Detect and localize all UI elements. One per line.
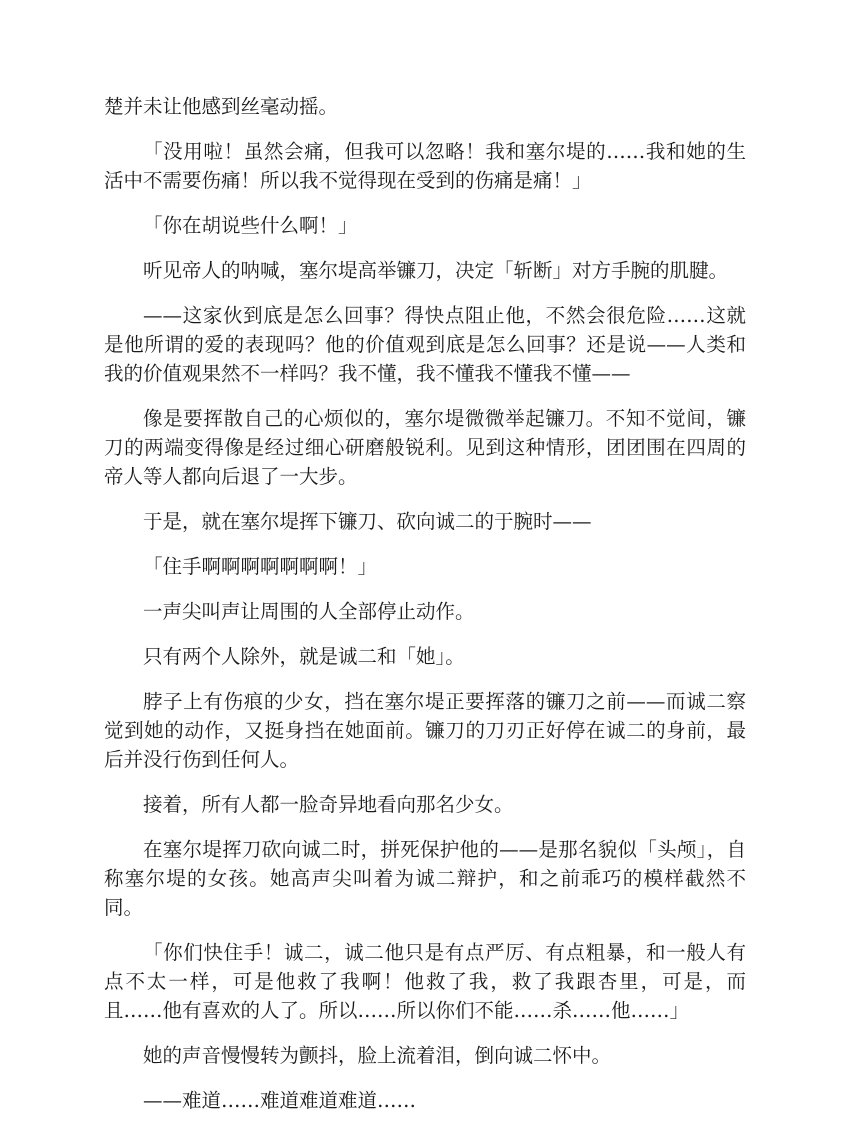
paragraph: 只有两个人除外，就是诚二和「她」。 [143,645,465,668]
paragraph: 她的声音慢慢转为颤抖，脸上流着泪，倒向诚二怀中。 [143,1044,612,1067]
paragraph: ——这家伙到底是怎么回事？得快点阻止他，不然会很危险……这就是他所谓的爱的表现吗？他的价值观到底是怎么回事？还是说——人类和我的价值观果然不一样吗？我不懂，我不懂我不懂我不懂—— [104,304,746,385]
paragraph: 于是，就在塞尔堤挥下镰刀、砍向诚二的于腕时—— [143,510,592,533]
paragraph: 在塞尔堤挥刀砍向诚二时，拼死保护他的——是那名貌似「头颅」，自称塞尔堤的女孩。她高声尖叫着为诚二辩护，和之前乖巧的模样截然不同。 [104,838,746,919]
paragraph: 脖子上有伤痕的少女，挡在塞尔堤正要挥落的镰刀之前——而诚二察觉到她的动作，又挺身挡在她面前。镰刀的刀刃正好停在诚二的身前，最后并没行伤到任何人。 [104,690,746,771]
document-page [104,92,746,1131]
paragraph: 像是要挥散自己的心烦似的，塞尔堤微微举起镰刀。不知不觉间，镰刀的两端变得像是经过细心研磨般锐利。见到这种情形，团团围在四周的帝人等人都向后退了一大步。 [104,407,746,488]
paragraph: 接着，所有人都一脸奇异地看向那名少女。 [143,793,514,816]
paragraph: 听见帝人的呐喊，塞尔堤高举镰刀，决定「斩断」对方手腕的肌腱。 [143,259,729,282]
paragraph: 「住手啊啊啊啊啊啊啊！」 [143,555,378,578]
paragraph: 楚并未让他感到丝毫动摇。 [104,95,339,118]
paragraph: ——难道……难道难道难道…… [143,1089,417,1112]
paragraph: 一声尖叫声让周围的人全部停止动作。 [143,600,475,623]
paragraph: 「没用啦！虽然会痛，但我可以忽略！我和塞尔堤的……我和她的生活中不需要伤痛！所以我不觉得现在受到的伤痛是痛！」 [104,140,746,192]
paragraph: 「你们快住手！诚二，诚二他只是有点严厉、有点粗暴，和一般人有点不太一样，可是他救了我啊！他救了我，救了我跟杏里，可是，而且……他有喜欢的人了。所以……所以你们不能……杀……他……」 [104,941,746,1022]
paragraph: 「你在胡说些什么啊！」 [143,214,358,237]
